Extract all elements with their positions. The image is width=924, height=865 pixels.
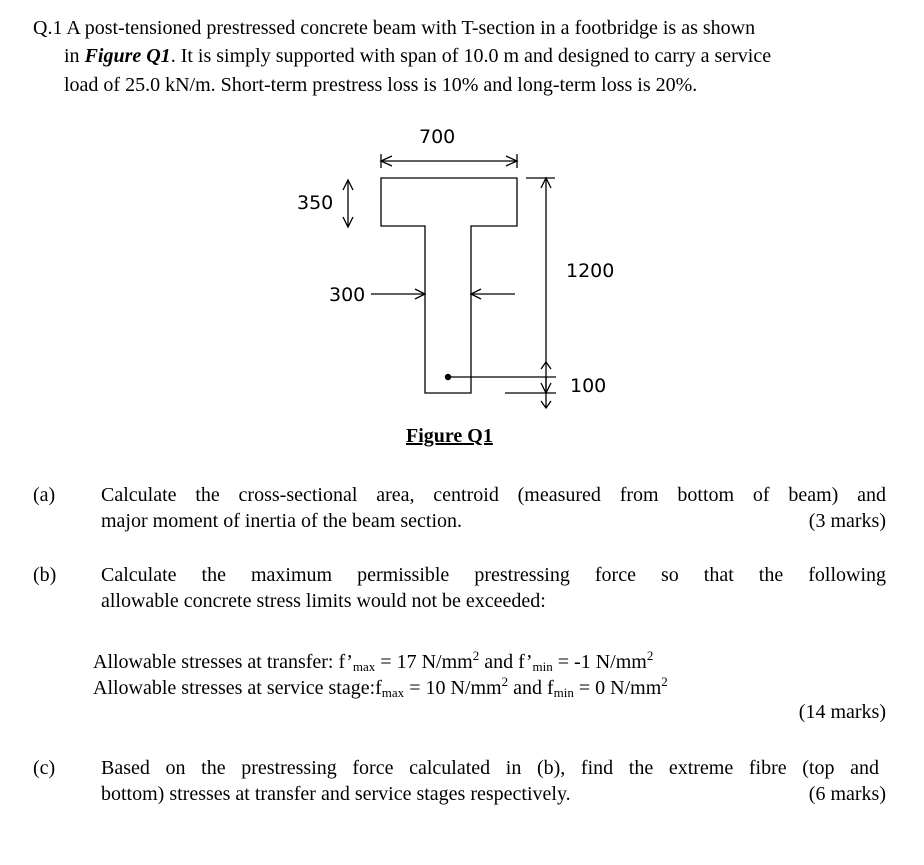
figure-caption: Figure Q1 <box>406 425 493 447</box>
service-sup-2: 2 <box>661 674 668 689</box>
transfer-sub-min: min <box>532 659 553 674</box>
service-fmax-value: = 10 N/mm <box>404 677 502 699</box>
flange-depth-label: 350 <box>297 192 334 214</box>
part-b-text-line-2: allowable concrete stress limits would not be exceeded: <box>101 590 546 612</box>
figure-reference: Figure Q1 <box>84 45 171 67</box>
transfer-prefix: Allowable stresses at transfer: f’ <box>93 651 353 673</box>
service-fmin-value: = 0 N/mm <box>573 677 662 699</box>
question-text-line-2: . It is simply supported with span of 10.0 m and designed to carry a service <box>170 45 772 67</box>
part-a-label: (a) <box>33 484 56 506</box>
service-prefix: Allowable stresses at service stage:f <box>93 677 382 699</box>
flange-width-label: 700 <box>419 126 456 148</box>
part-b-text-line-1: Calculate the maximum permissible prestressing force so that the following <box>101 564 886 586</box>
part-a-text-line-2: major moment of inertia of the beam section. <box>101 510 462 532</box>
part-c-label: (c) <box>33 757 56 779</box>
total-depth-label: 1200 <box>566 260 615 282</box>
transfer-fmin-value: = -1 N/mm <box>552 651 647 673</box>
part-c-text-line-1: Based on the prestressing force calculated in (b), find the extreme fibre (top and <box>101 757 879 779</box>
transfer-sup-2: 2 <box>646 648 654 663</box>
part-b-marks: (14 marks) <box>798 701 886 723</box>
transfer-fmax-value: = 17 N/mm <box>375 651 473 673</box>
part-a-marks: (3 marks) <box>808 510 886 532</box>
tendon-cover-label: 100 <box>570 375 607 397</box>
transfer-and: and f’ <box>479 651 533 673</box>
part-b-label: (b) <box>33 564 57 586</box>
web-width-label: 300 <box>329 284 366 306</box>
question-text-line-1: A post-tensioned prestressed concrete beam with T-section in a footbridge is as shown <box>66 17 756 39</box>
transfer-sup-1: 2 <box>472 648 480 663</box>
service-sub-min: min <box>553 685 574 700</box>
service-sub-max: max <box>381 685 405 700</box>
transfer-sub-max: max <box>352 659 376 674</box>
service-and: and f <box>508 677 554 699</box>
service-stress-limits <box>93 669 668 706</box>
part-a-text-line-1: Calculate the cross-sectional area, centroid (measured from bottom of beam) and <box>101 484 886 506</box>
service-sup-1: 2 <box>501 674 509 689</box>
question-number: Q.1 <box>33 17 63 39</box>
question-text-prefix: in <box>64 45 80 67</box>
t-section-outline <box>381 178 517 393</box>
part-c-text-line-2: bottom) stresses at transfer and service stages respectively. <box>101 783 571 805</box>
question-text-line-3: load of 25.0 kN/m. Short-term prestress loss is 10% and long-term loss is 20%. <box>64 74 698 96</box>
part-c-marks: (6 marks) <box>808 783 886 805</box>
tendon-dot <box>445 374 451 380</box>
